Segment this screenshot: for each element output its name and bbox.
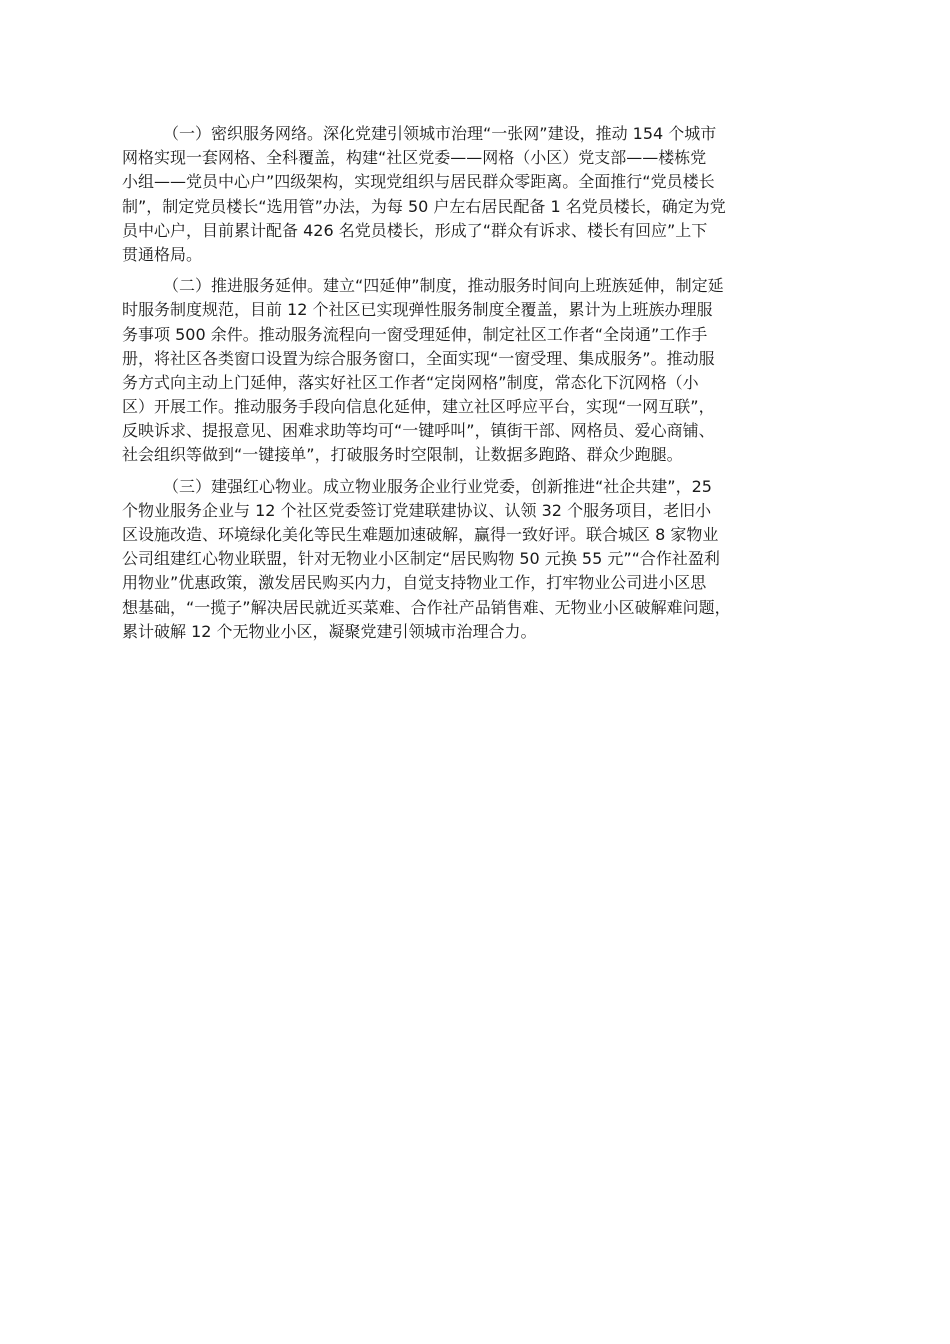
paragraph-1 [122,122,837,267]
paragraph-line: 累计破解 12 个无物业小区，凝聚党建引领城市治理合力。 [122,621,537,641]
paragraph-line: 想基础，“一揽子”解决居民就近买菜难、合作社产品销售难、无物业小区破解难问题， [122,597,731,617]
paragraph-line: （二）推进服务延伸。建立“四延伸”制度，推动服务时间向上班族延伸，制定延 [163,276,724,296]
paragraph-line: 反映诉求、提报意见、困难求助等均可“一键呼叫”，镇街干部、网格员、爱心商铺、 [122,421,715,441]
paragraph-line: 务事项 500 余件。推动服务流程向一窗受理延伸，制定社区工作者“全岗通”工作手 [122,324,708,344]
paragraph-line: 用物业”优惠政策，激发居民购买内力，自觉支持物业工作，打牢物业公司进小区思 [122,573,707,593]
document-body [122,122,837,651]
paragraph-line: 区设施改造、环境绿化美化等民生难题加速破解，赢得一致好评。联合城区 8 家物业 [122,525,719,544]
paragraph-line: 时服务制度规范，目前 12 个社区已实现弹性服务制度全覆盖，累计为上班族办理服 [122,300,713,320]
paragraph-line: （三）建强红心物业。成立物业服务企业行业党委，创新推进“社企共建”，25 [163,476,712,496]
paragraph-line: 务方式向主动上门延伸，落实好社区工作者“定岗网格”制度，常态化下沉网格（小 [122,372,699,392]
paragraph-line: 个物业服务企业与 12 个社区党委签订党建联建协议、认领 32 个服务项目，老旧小 [122,500,712,520]
paragraph-line: 员中心户，目前累计配备 426 名党员楼长，形成了“群众有诉求、楼长有回应”上下 [122,220,708,240]
paragraph-line: 网格实现一套网格、全科覆盖，构建“社区党委——网格（小区）党支部——楼栋党 [122,148,707,168]
paragraph-line: 社会组织等做到“一键接单”，打破服务时空限制，让数据多跑路、群众少跑腿。 [122,445,683,465]
paragraph-3 [122,475,837,644]
paragraph-line: 贯通格局。 [122,244,203,264]
paragraph-line: 册，将社区各类窗口设置为综合服务窗口，全面实现“一窗受理、集成服务”。推动服 [122,348,715,368]
paragraph-2 [122,274,837,468]
paragraph-line: 区）开展工作。推动服务手段向信息化延伸，建立社区呼应平台，实现“一网互联”， [122,397,715,417]
paragraph-line: 公司组建红心物业联盟，针对无物业小区制定“居民购物 50 元换 55 元”“合作社盈利 [122,549,720,569]
paragraph-line: 小组——党员中心户”四级架构，实现党组织与居民群众零距离。全面推行“党员楼长 [122,172,715,192]
paragraph-line: （一）密织服务网络。深化党建引领城市治理“一张网”建设，推动 154 个城市 [163,124,717,143]
paragraph-line: 制”，制定党员楼长“选用管”办法，为每 50 户左右居民配备 1 名党员楼长，确定为党 [122,196,726,216]
